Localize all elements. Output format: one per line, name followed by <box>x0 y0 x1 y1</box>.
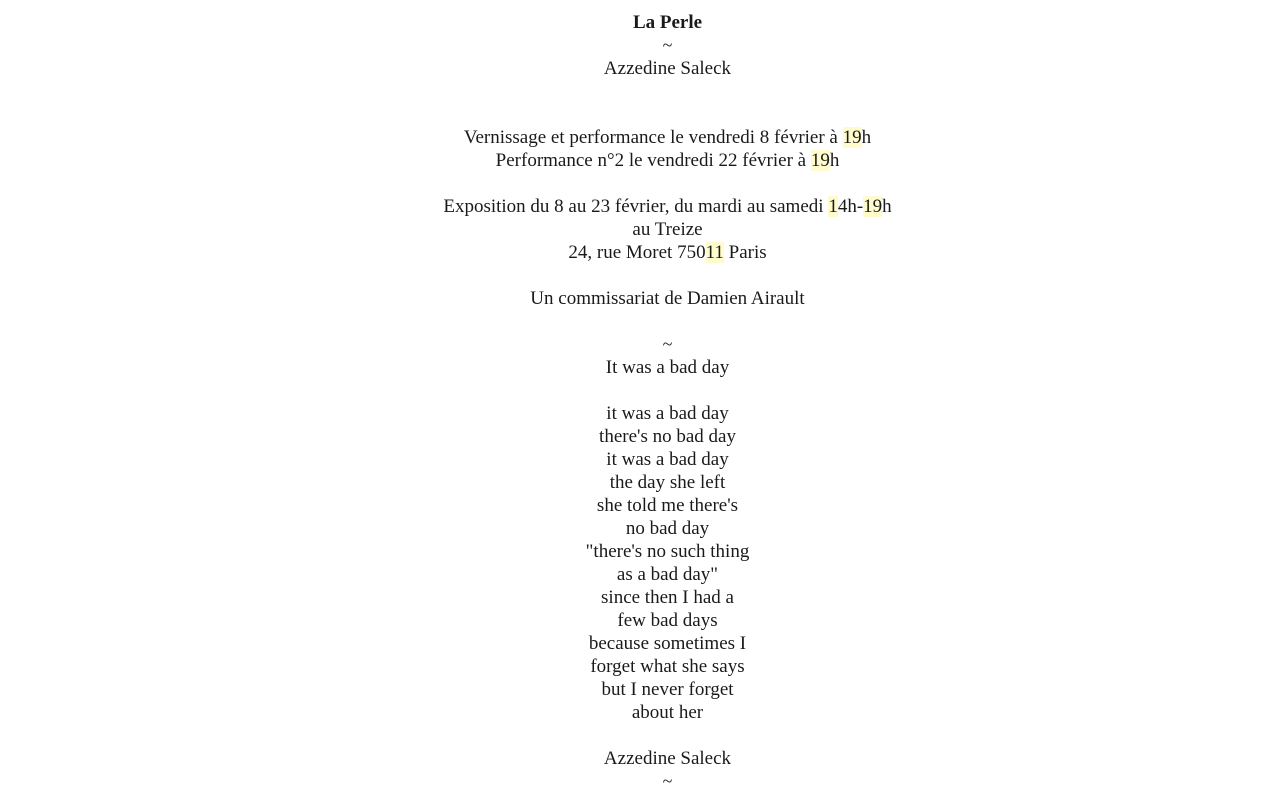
exhibition-end-hour: 19 <box>863 196 883 217</box>
vernissage-text: Vernissage et performance le vendredi 8 février à <box>463 127 843 148</box>
poem-separator: ~ <box>662 334 673 354</box>
poem-line: since then I had a <box>601 587 734 608</box>
page-title: La Perle <box>632 12 703 33</box>
title-separator: ~ <box>662 35 673 55</box>
poem-line: no bad day <box>625 518 710 539</box>
performance-suffix: h <box>829 150 840 171</box>
poem-line: there's no bad day <box>599 426 736 447</box>
poem-line: forget what she says <box>590 656 745 677</box>
poem-title: It was a bad day <box>605 357 730 378</box>
exhibition-suffix: h <box>882 196 892 217</box>
performance-text: Performance n°2 le vendredi 22 février à <box>495 150 811 171</box>
exhibition-mid: 4h- <box>837 196 864 217</box>
poem-line: few bad days <box>617 610 718 631</box>
artist-name: Azzedine Saleck <box>603 58 732 79</box>
vernissage-line <box>0 126 1280 149</box>
exhibition-text: Exposition du 8 au 23 février, du mardi au samedi <box>443 196 829 217</box>
poem-line: the day she left <box>609 472 726 493</box>
poem-line: she told me there's <box>596 495 739 516</box>
performance-hour: 19 <box>810 150 830 171</box>
venue-address <box>0 241 1280 264</box>
address-postal-tail: 11 <box>705 242 724 263</box>
poem-line: "there's no such thing <box>585 541 750 562</box>
performance-line <box>0 149 1280 172</box>
curator-credit: Un commissariat de Damien Airault <box>530 288 805 309</box>
address-text: 24, rue Moret 750 <box>568 242 706 263</box>
poem-line: it was a bad day <box>606 449 729 470</box>
poem-line: because sometimes I <box>588 633 747 654</box>
vernissage-suffix: h <box>861 127 872 148</box>
poem-line: it was a bad day <box>606 403 729 424</box>
venue-name: au Treize <box>632 219 703 240</box>
exhibition-line <box>0 195 1280 218</box>
end-separator: ~ <box>662 771 673 791</box>
poem-author: Azzedine Saleck <box>603 748 732 769</box>
vernissage-hour: 19 <box>842 127 862 148</box>
poem-line: but I never forget <box>601 679 734 700</box>
address-city: Paris <box>723 242 767 263</box>
poem-line: as a bad day" <box>616 564 719 585</box>
poem-line: about her <box>631 702 704 723</box>
exhibition-start-digit: 1 <box>828 196 838 217</box>
